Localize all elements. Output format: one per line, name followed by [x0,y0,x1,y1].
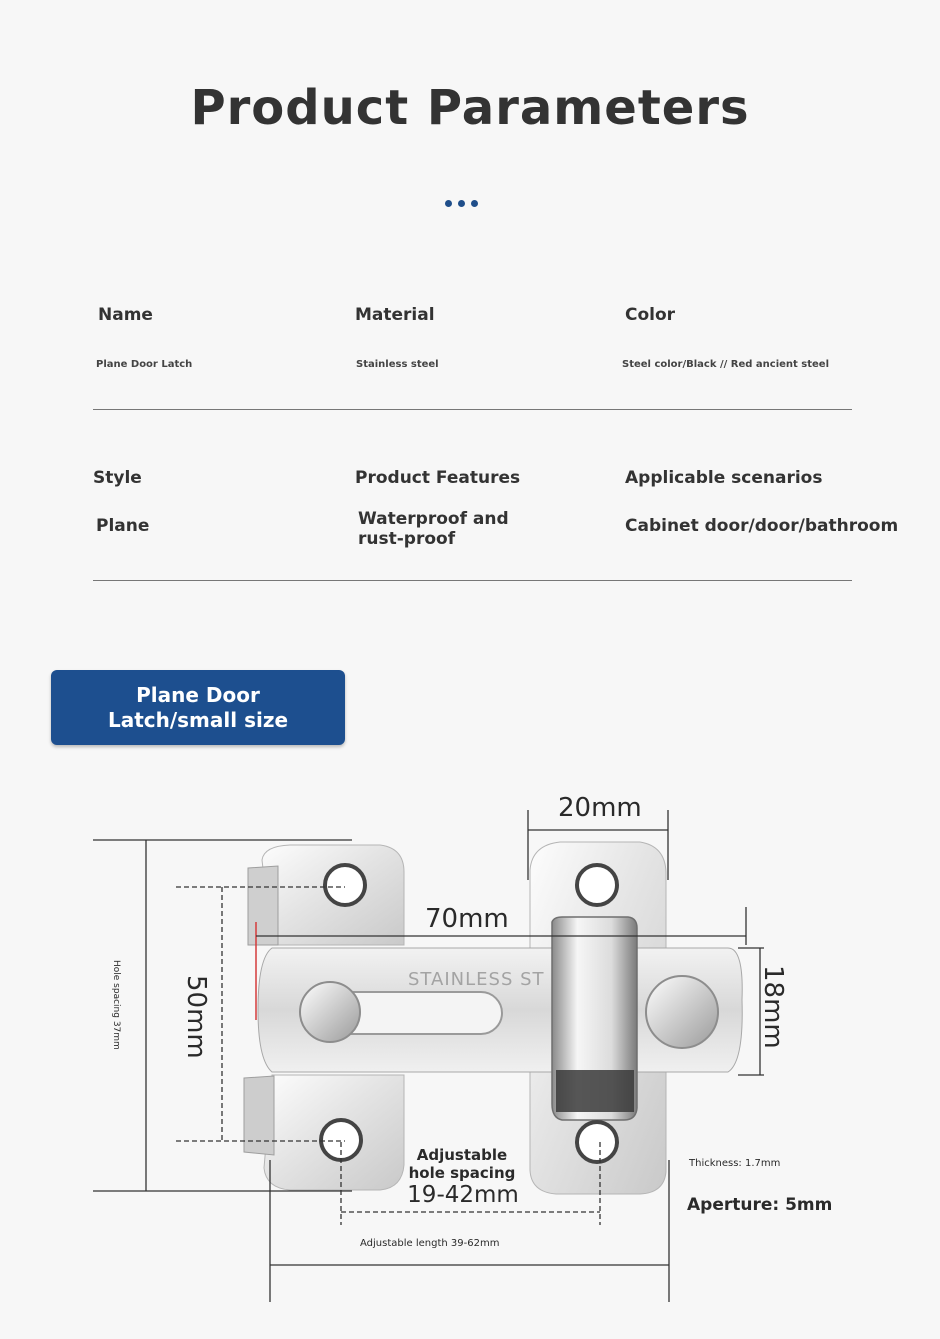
screw-hole [577,1122,617,1162]
height-label: 50mm [181,975,211,1059]
param-value-name: Plane Door Latch [96,359,193,370]
left-flange [244,1076,274,1155]
adjustable-length-label: Adjustable length 39-62mm [360,1238,500,1249]
adjustable-line-1: Adjustable [416,1146,508,1164]
page-title: Product Parameters [190,80,750,136]
stainless-stamp: STAINLESS ST [408,969,545,990]
badge-line-2: Latch/small size [107,707,289,732]
keeper-shadow [556,1070,634,1112]
param-value-features: Waterproof and rust-proof [358,509,509,549]
end-knob [646,976,718,1048]
decorative-dots [445,200,479,208]
dot [445,200,452,207]
dot [458,200,465,207]
badge-line-1: Plane Door [136,682,260,707]
size-badge [51,670,345,745]
table-divider [93,409,852,410]
param-label-material: Material [355,305,435,325]
aperture-label: Aperture: 5mm [687,1195,833,1215]
param-label-features: Product Features [355,468,521,488]
table-divider [93,580,852,581]
param-value-scenarios: Cabinet door/door/bathroom [625,516,899,536]
dot [471,200,478,207]
param-value-color: Steel color/Black // Red ancient steel [622,359,830,370]
width-label: 20mm [558,793,642,823]
param-value-style: Plane [96,516,150,536]
thickness-label: Thickness: 1.7mm [689,1158,781,1169]
param-label-name: Name [98,305,153,325]
hole-spacing-label: Hole spacing 37mm [111,960,121,1050]
slide-knob [300,982,360,1042]
left-flange [248,866,278,945]
screw-hole [325,865,365,905]
screw-hole [577,865,617,905]
param-label-style: Style [93,468,142,488]
param-label-color: Color [625,305,676,325]
adjustable-range: 19-42mm [407,1182,519,1208]
param-label-scenarios: Applicable scenarios [625,468,823,488]
param-value-material: Stainless steel [356,359,439,370]
latch-dimension-diagram [0,770,940,1339]
adjustable-line-2: hole spacing [408,1164,516,1182]
bolt-height-label: 18mm [758,965,788,1049]
length-label: 70mm [425,904,509,934]
